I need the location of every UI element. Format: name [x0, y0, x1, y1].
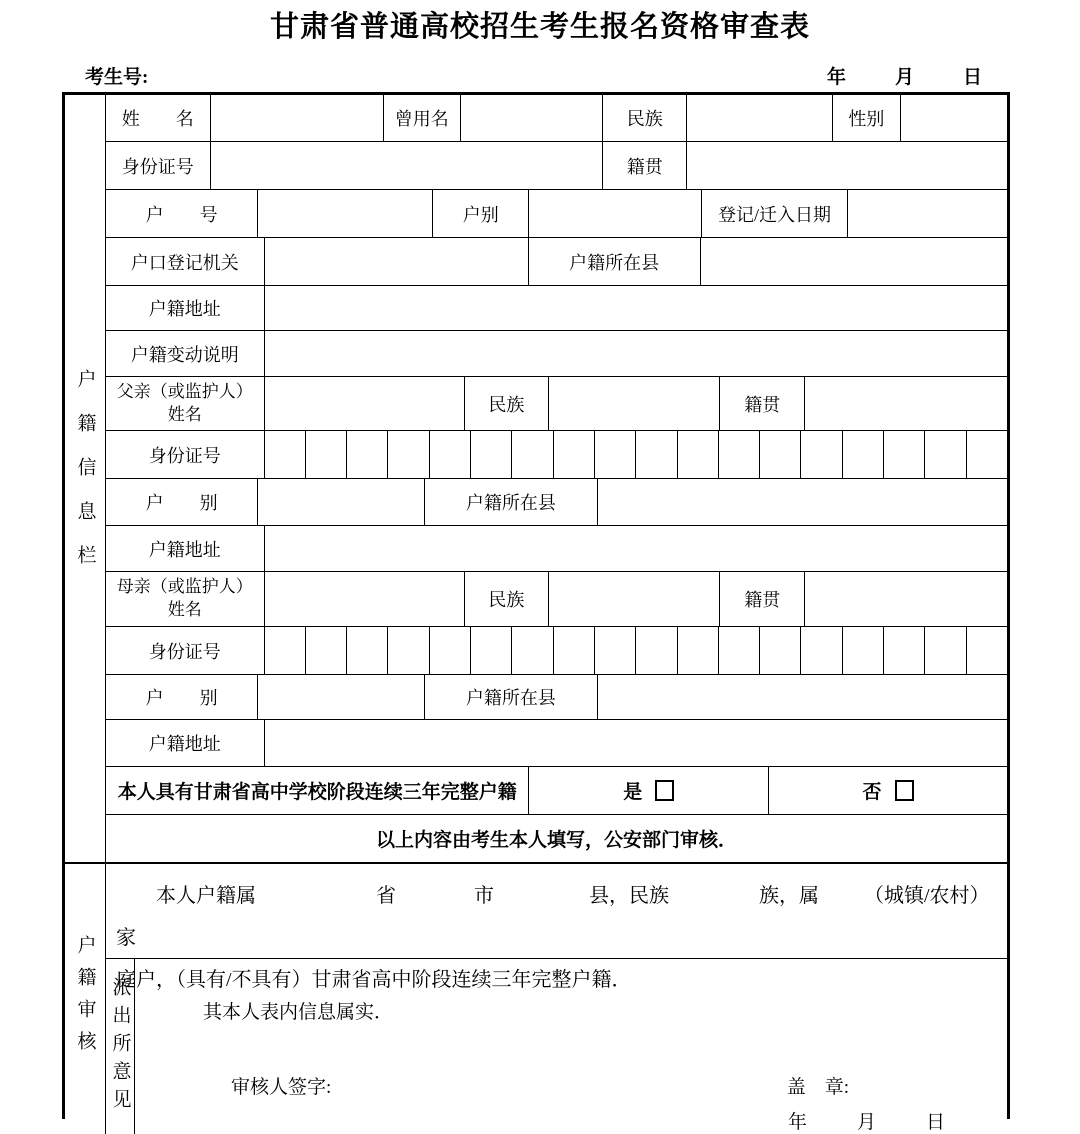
gender-input-cell[interactable]	[901, 95, 1007, 141]
review-statement	[106, 864, 1007, 991]
father-ethnicity-label: 民族	[465, 377, 550, 430]
row-father-id	[106, 431, 1007, 479]
mother-address-input-cell[interactable]	[265, 720, 1007, 766]
registration-org-label: 户口登记机关	[106, 238, 265, 285]
row-name	[106, 95, 1007, 142]
yes-label: 是	[623, 782, 643, 803]
native-place-input-cell[interactable]	[687, 142, 1007, 189]
statement-seg2-province: 省	[376, 885, 396, 907]
row-address	[106, 286, 1007, 331]
id-digit-cell[interactable]	[306, 431, 347, 478]
statement-seg6-family: （城镇/农村）家	[116, 885, 990, 949]
father-name-label: 父亲（或监护人）姓名	[106, 377, 265, 430]
hukou-number-input-cell[interactable]	[258, 190, 433, 237]
police-opinion-content[interactable]	[135, 959, 1007, 1134]
id-digit-cell[interactable]	[967, 431, 1007, 478]
id-digit-cell[interactable]	[760, 431, 801, 478]
statement-seg1: 本人户籍属	[156, 885, 256, 907]
police-opinion-side-label	[106, 959, 135, 1134]
hukou-type-label: 户别	[433, 190, 529, 237]
yes-checkbox[interactable]	[655, 780, 674, 801]
id-digit-cell[interactable]	[801, 627, 842, 674]
row-mother-id	[106, 627, 1007, 675]
mother-native-place-input-cell[interactable]	[805, 572, 1007, 626]
id-digit-cell[interactable]	[801, 431, 842, 478]
police-opinion-side-label-text: 派出所意见	[109, 976, 131, 1117]
mother-county-input-cell[interactable]	[598, 675, 1007, 719]
police-date	[135, 1107, 945, 1134]
id-digit-cell[interactable]	[471, 431, 512, 478]
id-digit-cell[interactable]	[719, 627, 760, 674]
header-row	[62, 62, 1010, 89]
mother-name-label: 母亲（或监护人）姓名	[106, 572, 265, 626]
id-digit-cell[interactable]	[265, 431, 306, 478]
id-digit-cell[interactable]	[430, 431, 471, 478]
hukou-type-input-cell[interactable]	[529, 190, 701, 237]
mother-id-label: 身份证号	[106, 627, 265, 674]
id-digit-cell[interactable]	[512, 627, 553, 674]
change-note-label: 户籍变动说明	[106, 331, 265, 376]
id-digit-cell[interactable]	[512, 431, 553, 478]
row-father-hukou-type	[106, 479, 1007, 526]
row-three-year-hukou	[106, 767, 1007, 815]
county-input-cell[interactable]	[701, 238, 1007, 285]
father-county-input-cell[interactable]	[598, 479, 1007, 525]
registration-date-label: 登记/迁入日期	[702, 190, 849, 237]
header-day-label: 日	[962, 67, 982, 88]
id-digit-cell[interactable]	[306, 627, 347, 674]
former-name-input-cell[interactable]	[461, 95, 603, 141]
name-input-cell[interactable]	[211, 95, 384, 141]
mother-hukou-type-label: 户 别	[106, 675, 258, 719]
reviewer-signature-label: 审核人签字:	[231, 1077, 332, 1098]
id-digit-cell[interactable]	[760, 627, 801, 674]
id-digit-cell[interactable]	[347, 627, 388, 674]
father-id-label: 身份证号	[106, 431, 265, 478]
statement-seg5-type: 族，属	[759, 885, 819, 907]
row-registration-org	[106, 238, 1007, 286]
id-digit-cell[interactable]	[554, 431, 595, 478]
police-year-label: 年	[787, 1112, 807, 1133]
qualification-review-form	[62, 92, 1010, 1133]
id-number-input-cell[interactable]	[211, 142, 604, 189]
id-digit-cell[interactable]	[554, 627, 595, 674]
id-digit-cell[interactable]	[265, 627, 306, 674]
id-digit-cell[interactable]	[388, 431, 429, 478]
father-native-place-input-cell[interactable]	[805, 377, 1007, 430]
row-mother-address	[106, 720, 1007, 767]
row-id-number	[106, 142, 1007, 190]
mother-address-label: 户籍地址	[106, 720, 265, 766]
mother-name-input-cell[interactable]	[265, 572, 465, 626]
father-native-place-label: 籍贯	[720, 377, 805, 430]
row-change-note	[106, 331, 1007, 377]
id-digit-cell[interactable]	[884, 431, 925, 478]
id-digit-cell[interactable]	[595, 627, 636, 674]
candidate-number-label: 考生号:	[85, 67, 149, 88]
address-label: 户籍地址	[106, 286, 265, 330]
fill-note-text: 以上内容由考生本人填写，公安部门审核．	[375, 830, 737, 851]
native-place-label: 籍贯	[603, 142, 687, 189]
hukou-number-label: 户 号	[106, 190, 258, 237]
id-digit-cell[interactable]	[388, 627, 429, 674]
father-ethnicity-input-cell[interactable]	[549, 377, 720, 430]
statement-seg3-city: 市	[474, 885, 494, 907]
gender-label: 性别	[833, 95, 901, 141]
header-year-label: 年	[826, 67, 846, 88]
page-title: 甘肃省普通高校招生考生报名资格审查表	[269, 11, 810, 43]
id-digit-cell[interactable]	[843, 431, 884, 478]
father-county-label: 户籍所在县	[425, 479, 598, 525]
row-father-address	[106, 526, 1007, 572]
mother-ethnicity-label: 民族	[465, 572, 550, 626]
id-digit-cell[interactable]	[884, 627, 925, 674]
id-digit-cell[interactable]	[595, 431, 636, 478]
id-digit-cell[interactable]	[636, 431, 677, 478]
household-review-side-label-text: 户籍审核	[74, 935, 96, 1063]
father-hukou-type-label: 户 别	[106, 479, 258, 525]
id-digit-cell[interactable]	[843, 627, 884, 674]
header-date	[827, 62, 982, 89]
id-digit-cell[interactable]	[430, 627, 471, 674]
three-year-hukou-question: 本人具有甘肃省高中学校阶段连续三年完整户籍	[106, 767, 529, 814]
registration-date-input-cell[interactable]	[848, 190, 1007, 237]
household-info-section	[65, 95, 1007, 862]
row-fill-note	[106, 815, 1007, 862]
id-digit-cell[interactable]	[347, 431, 388, 478]
no-label: 否	[862, 782, 882, 803]
statement-line2: 庭户，（具有/不具有）甘肃省高中阶段连续三年完整户籍．	[116, 969, 632, 991]
father-hukou-type-input-cell[interactable]	[258, 479, 425, 525]
father-address-input-cell[interactable]	[265, 526, 1007, 571]
row-hukou-number	[106, 190, 1007, 238]
id-digit-cell[interactable]	[925, 431, 966, 478]
police-day-label: 日	[925, 1112, 945, 1133]
former-name-label: 曾用名	[384, 95, 461, 141]
answer-yes-cell	[529, 767, 769, 814]
answer-no-cell	[769, 767, 1007, 814]
id-digit-cell[interactable]	[636, 627, 677, 674]
seal-label: 盖 章:	[786, 1077, 849, 1098]
mother-ethnicity-input-cell[interactable]	[549, 572, 720, 626]
no-checkbox[interactable]	[895, 780, 914, 801]
row-father-name	[106, 377, 1007, 431]
county-label: 户籍所在县	[529, 238, 701, 285]
police-statement: 其本人表内信息属实．	[203, 1002, 394, 1023]
ethnicity-input-cell[interactable]	[687, 95, 833, 141]
header-month-label: 月	[894, 67, 914, 88]
row-mother-hukou-type	[106, 675, 1007, 720]
mother-county-label: 户籍所在县	[425, 675, 598, 719]
household-review-section	[65, 862, 1007, 1134]
id-digit-cell[interactable]	[471, 627, 512, 674]
id-number-label: 身份证号	[106, 142, 211, 189]
address-input-cell[interactable]	[265, 286, 1007, 330]
mother-hukou-type-input-cell[interactable]	[258, 675, 425, 719]
id-digit-cell[interactable]	[719, 431, 760, 478]
id-digit-cell[interactable]	[678, 627, 719, 674]
household-info-side-label-text: 户籍信息栏	[74, 368, 96, 589]
row-mother-name	[106, 572, 1007, 627]
police-month-label: 月	[856, 1112, 876, 1133]
id-digit-cell[interactable]	[925, 627, 966, 674]
id-digit-cell[interactable]	[967, 627, 1007, 674]
father-address-label: 户籍地址	[106, 526, 265, 571]
name-label: 姓 名	[106, 95, 211, 141]
mother-native-place-label: 籍贯	[720, 572, 805, 626]
father-name-input-cell[interactable]	[265, 377, 465, 430]
registration-org-input-cell[interactable]	[265, 238, 529, 285]
change-note-input-cell[interactable]	[265, 331, 1007, 376]
ethnicity-label: 民族	[603, 95, 687, 141]
statement-seg4-county-ethnic: 县，民族	[589, 885, 669, 907]
household-info-side-label	[65, 95, 106, 862]
id-digit-cell[interactable]	[678, 431, 719, 478]
police-opinion-row	[106, 959, 1007, 1134]
household-review-side-label	[65, 864, 106, 1134]
